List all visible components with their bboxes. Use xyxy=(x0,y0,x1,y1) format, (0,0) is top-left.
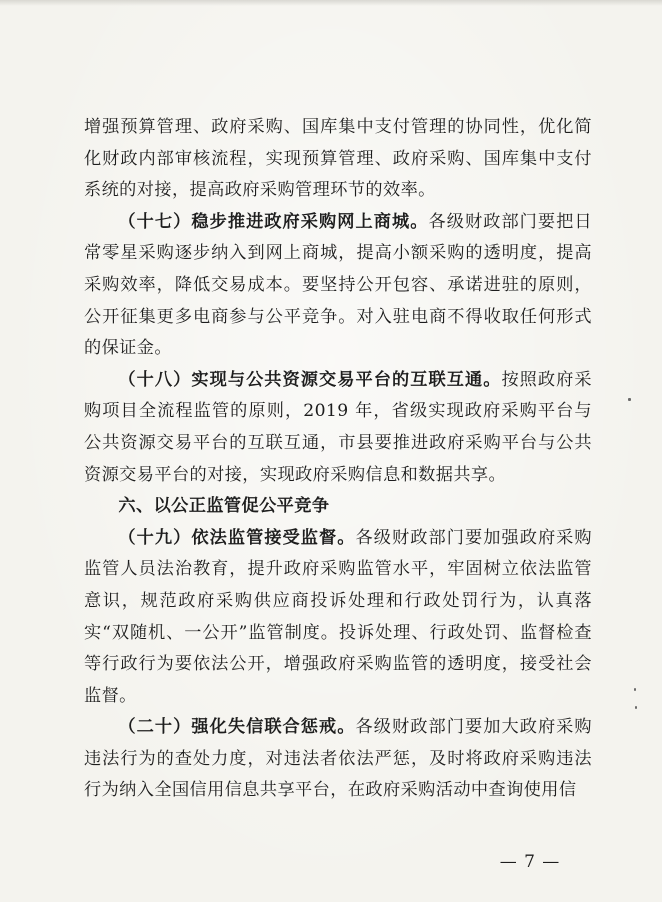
scan-speck xyxy=(628,398,631,401)
paragraph-text: 各级财政部门要把日常零星采购逐步纳入到网上商城，提高小额采购的透明度，提高采购效率，降低交易成本。要坚持公开包容、承诺进驻的原则，公开征集更多电商参与公平竞争。对入驻电商不得收取任何形式的保证金。 xyxy=(84,211,592,359)
paragraph-lead: （二十）强化失信联合惩戒。 xyxy=(118,717,356,738)
scan-edge xyxy=(0,0,662,6)
paragraph-17 xyxy=(84,207,592,365)
scan-speck xyxy=(635,706,637,709)
page-number: — 7 — xyxy=(499,852,561,872)
paragraph-18 xyxy=(84,365,592,491)
paragraph-continuation xyxy=(84,112,592,207)
paragraph-lead: （十七）稳步推进政府采购网上商城。 xyxy=(118,211,429,232)
paragraph-text: 按照政府采购项目全流程监管的原则，2019 年，省级实现政府采购平台与公共资源交易平台的互联互通，市县要推进政府采购平台与公共资源交易平台的对接，实现政府采购信息和数据共享。 xyxy=(84,369,592,485)
paragraph-text: 各级财政部门要加强政府采购监管人员法治教育，提升政府采购监管水平，牢固树立依法监管意识，规范政府采购供应商投诉处理和行政处罚行为，认真落实“双随机、一公开”监管制度。投诉处理、行政处罚、监督检查等行政行为要依法公开，增强政府采购监管的透明度，接受社会监督。 xyxy=(84,527,593,706)
document-body xyxy=(84,112,592,807)
paragraph-20 xyxy=(84,712,592,807)
section-heading: 六、以公正监管促公平竞争 xyxy=(118,496,330,517)
paragraph-text: 各级财政部门要加大政府采购违法行为的查处力度，对违法者依法严惩，及时将政府采购违法行为纳入全国信用信息共享平台，在政府采购活动中查询使用信 xyxy=(84,717,593,801)
paragraph-text: 增强预算管理、政府采购、国库集中支付管理的协同性，优化简化财政内部审核流程，实现预算管理、政府采购、国库集中支付系统的对接，提高政府采购管理环节的效率。 xyxy=(84,117,592,201)
paragraph-19 xyxy=(84,523,592,713)
scan-speck xyxy=(634,688,636,691)
paragraph-lead: （十九）依法监管接受监督。 xyxy=(118,527,356,548)
paragraph-lead: （十八）实现与公共资源交易平台的互联互通。 xyxy=(118,369,502,390)
